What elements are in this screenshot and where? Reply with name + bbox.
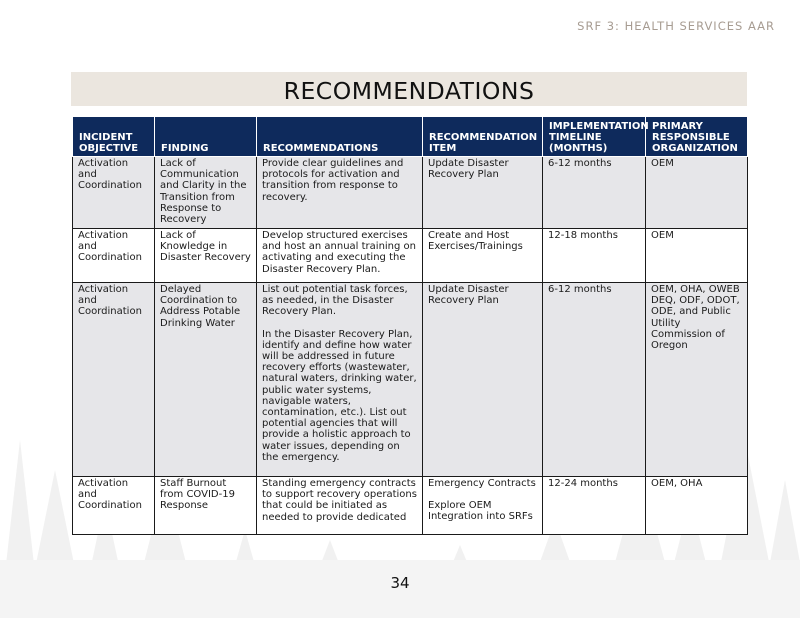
page-title: RECOMMENDATIONS xyxy=(283,77,535,105)
cell-timeline: 12-18 months xyxy=(543,229,646,283)
column-header-primary-responsible-organization: PRIMARY RESPONSIBLE ORGANIZATION xyxy=(646,117,748,157)
column-header-incident-objective: INCIDENT OBJECTIVE xyxy=(73,117,155,157)
cell-recommendation xyxy=(257,477,423,535)
paragraph-gap xyxy=(428,489,538,500)
paragraph-gap xyxy=(262,318,418,329)
table-row xyxy=(73,157,748,229)
recommendation-text: Provide clear guidelines and protocols for activation and transition from response to recovery. xyxy=(262,158,404,203)
recommendation-text: Develop structured exercises and host an annual training on activating and executing the Disaster Recovery Plan. xyxy=(262,230,417,275)
column-header-recommendation-item: RECOMMENDATION ITEM xyxy=(423,117,543,157)
table-row xyxy=(73,229,748,283)
column-header-implementation-timeline: IMPLEMENTATION TIMELINE (MONTHS) xyxy=(543,117,646,157)
item-text: Update Disaster Recovery Plan xyxy=(428,158,509,181)
cell-timeline: 12-24 months xyxy=(543,477,646,535)
cell-organization: OEM xyxy=(646,229,748,283)
recommendation-text: List out potential task forces, as needed, in the Disaster Recovery Plan. xyxy=(262,284,408,318)
title-band xyxy=(71,72,747,106)
cell-objective: Activation and Coordination xyxy=(73,229,155,283)
cell-organization: OEM xyxy=(646,157,748,229)
recommendation-text-secondary: In the Disaster Recovery Plan, identify and define how water will be addressed in future recovery efforts (wastewater, natural waters, drinking water, public water systems, navigable waters, contamination, etc.). List out potential agencies that will provide a holistic approach to water issues, depending on the emergency. xyxy=(262,328,417,463)
column-header-recommendations: RECOMMENDATIONS xyxy=(257,117,423,157)
item-text: Emergency Contracts xyxy=(428,478,536,489)
cell-item xyxy=(423,229,543,283)
item-text: Update Disaster Recovery Plan xyxy=(428,284,509,307)
document-running-header: SRF 3: HEALTH SERVICES AAR xyxy=(577,19,775,33)
table-row xyxy=(73,283,748,477)
cell-organization: OEM, OHA, OWEB DEQ, ODF, ODOT, ODE, and Public Utility Commission of Oregon xyxy=(646,283,748,477)
cell-recommendation xyxy=(257,157,423,229)
recommendations-table xyxy=(72,116,748,535)
recommendation-text: Standing emergency contracts to support recovery operations that could be initiated as needed to provide dedicated xyxy=(262,478,417,523)
cell-organization: OEM, OHA xyxy=(646,477,748,535)
cell-timeline: 6-12 months xyxy=(543,283,646,477)
cell-recommendation xyxy=(257,229,423,283)
cell-finding: Delayed Coordination to Address Potable Drinking Water xyxy=(155,283,257,477)
cell-timeline: 6-12 months xyxy=(543,157,646,229)
column-header-finding: FINDING xyxy=(155,117,257,157)
page-number: 34 xyxy=(390,574,410,592)
cell-finding: Lack of Communication and Clarity in the Transition from Response to Recovery xyxy=(155,157,257,229)
cell-recommendation xyxy=(257,283,423,477)
item-text-secondary: Explore OEM Integration into SRFs xyxy=(428,500,533,523)
cell-objective: Activation and Coordination xyxy=(73,283,155,477)
item-text: Create and Host Exercises/Trainings xyxy=(428,230,523,253)
cell-item xyxy=(423,283,543,477)
table-header-row xyxy=(73,117,748,157)
cell-item xyxy=(423,157,543,229)
cell-item xyxy=(423,477,543,535)
cell-objective: Activation and Coordination xyxy=(73,157,155,229)
cell-finding: Staff Burnout from COVID-19 Response xyxy=(155,477,257,535)
cell-finding: Lack of Knowledge in Disaster Recovery xyxy=(155,229,257,283)
cell-objective: Activation and Coordination xyxy=(73,477,155,535)
table-row xyxy=(73,477,748,535)
